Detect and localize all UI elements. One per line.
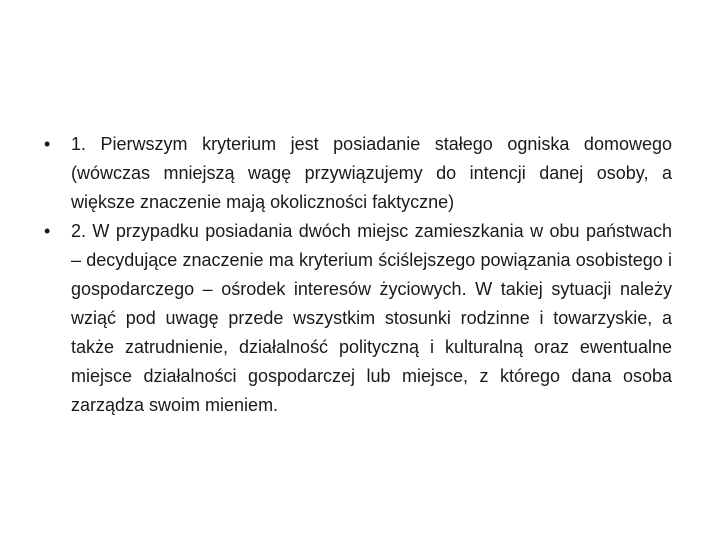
bullet-text-1: 1. Pierwszym kryterium jest posiadanie stałego ogniska domowego (wówczas mniejszą wagę przywiązujemy do intencji danej osoby, a większe znaczenie mają okoliczności faktyczne) <box>71 134 672 212</box>
bullet-list <box>44 130 672 420</box>
bullet-icon: • <box>44 221 51 241</box>
bullet-item-1 <box>44 130 672 217</box>
bullet-text-2: 2. W przypadku posiadania dwóch miejsc zamieszkania w obu państwach – decydujące znaczenie ma kryterium ściślejszego powiązania osobistego i gospodarczego – ośrodek interesów życiowych. W takiej sytuacji należy wziąć pod uwagę przede wszystkim stosunki rodzinne i towarzyskie, a także zatrudnienie, działalność polityczną i kulturalną oraz ewentualne miejsce działalności gospodarczej lub miejsce, z którego dana osoba zarządza swoim mieniem. <box>71 221 672 415</box>
bullet-icon: • <box>44 134 51 154</box>
bullet-item-2 <box>44 217 672 420</box>
